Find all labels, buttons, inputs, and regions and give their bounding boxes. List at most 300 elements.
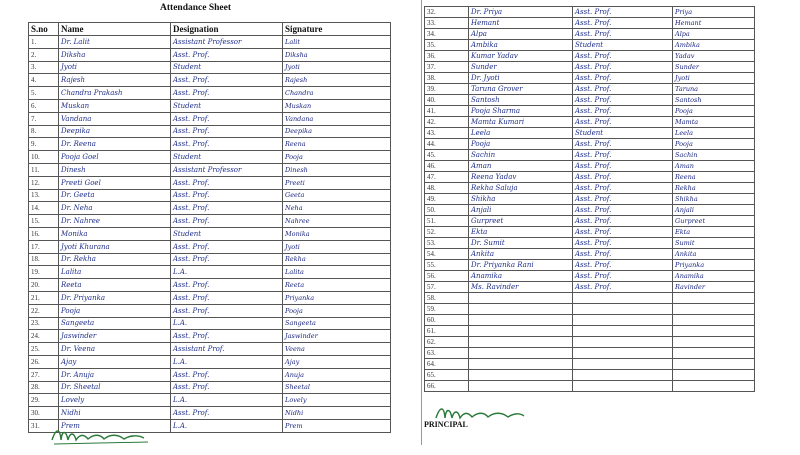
row-name: Sangeeta [59,317,171,330]
row-signature: Lalit [283,36,391,49]
row-name: Aman [469,161,573,172]
row-signature: Lalita [283,266,391,279]
row-designation: Asst. Prof. [171,304,283,317]
header-sno: S.no [29,23,59,36]
row-signature: Pooja [673,106,755,117]
row-sno: 39. [425,84,469,95]
table-row [425,51,755,62]
row-signature: Chandra [283,87,391,100]
row-sno: 11. [29,163,59,176]
row-name: Dr. Reena [59,138,171,151]
row-name: Anjali [469,205,573,216]
row-sno: 28. [29,381,59,394]
row-signature [673,315,755,326]
row-sno: 5. [29,87,59,100]
row-signature: Hemant [673,18,755,29]
row-sno: 31. [29,419,59,432]
table-row [425,216,755,227]
table-row [29,317,391,330]
row-designation: L.A. [171,394,283,407]
row-name: Jyoti Khurana [59,240,171,253]
row-designation: Asst. Prof. [171,407,283,420]
row-signature: Alpa [673,29,755,40]
row-sno: 37. [425,62,469,73]
row-designation: Asst. Prof. [171,112,283,125]
header-designation: Designation [171,23,283,36]
row-name: Dr. Neha [59,202,171,215]
table-row [29,125,391,138]
row-designation: L.A. [171,266,283,279]
row-designation: Asst. Prof. [171,291,283,304]
table-row [29,407,391,420]
row-signature: Sumit [673,238,755,249]
row-designation: Asst. Prof. [573,51,673,62]
row-signature: Muskan [283,99,391,112]
row-designation: Asst. Prof. [573,249,673,260]
row-name: Ekta [469,227,573,238]
row-designation: Asst. Prof. [573,106,673,117]
table-row [29,330,391,343]
row-signature: Jaswinder [283,330,391,343]
row-signature [673,348,755,359]
row-signature: Vandana [283,112,391,125]
row-signature: Shikha [673,194,755,205]
row-sno: 56. [425,271,469,282]
table-row [29,112,391,125]
row-name: Ambika [469,40,573,51]
row-sno: 40. [425,95,469,106]
row-signature: Neha [283,202,391,215]
row-designation: Asst. Prof. [573,260,673,271]
row-sno: 25. [29,343,59,356]
table-row [425,359,755,370]
row-signature: Geeta [283,189,391,202]
row-signature: Ankita [673,249,755,260]
row-name [469,337,573,348]
row-sno: 12. [29,176,59,189]
table-row [425,7,755,18]
table-row [425,95,755,106]
row-name: Lovely [59,394,171,407]
row-sno: 9. [29,138,59,151]
row-designation: Asst. Prof. [573,271,673,282]
row-name: Dr. Lalit [59,36,171,49]
row-sno: 26. [29,355,59,368]
row-sno: 36. [425,51,469,62]
table-row [425,150,755,161]
row-name: Chandra Prakash [59,87,171,100]
table-row [425,282,755,293]
row-sno: 34. [425,29,469,40]
table-row [425,348,755,359]
row-sno: 49. [425,194,469,205]
row-designation: Asst. Prof. [171,74,283,87]
row-sno: 21. [29,291,59,304]
row-sno: 61. [425,326,469,337]
row-name: Pooja Sharma [469,106,573,117]
row-designation: Asst. Prof. [171,176,283,189]
row-signature [673,326,755,337]
table-row [29,394,391,407]
row-name [469,348,573,359]
row-sno: 13. [29,189,59,202]
row-sno: 53. [425,238,469,249]
attendance-rows-right [425,7,755,392]
row-signature: Nahree [283,215,391,228]
row-name: Dr. Priyanka [59,291,171,304]
table-row [425,238,755,249]
row-sno: 44. [425,139,469,150]
row-name: Preeti Goel [59,176,171,189]
row-signature: Yadav [673,51,755,62]
row-designation: Asst. Prof. [573,29,673,40]
table-row [425,337,755,348]
table-row [425,106,755,117]
row-designation: Asst. Prof. [573,194,673,205]
row-name: Ms. Ravinder [469,282,573,293]
row-name: Leela [469,128,573,139]
row-designation: Asst. Prof. [171,253,283,266]
row-sno: 22. [29,304,59,317]
table-row [425,260,755,271]
row-signature: Ravinder [673,282,755,293]
row-designation [573,370,673,381]
row-signature: Rekha [283,253,391,266]
table-row [425,128,755,139]
row-designation: Asst. Prof. [573,150,673,161]
row-designation: Asst. Prof. [573,18,673,29]
row-sno: 19. [29,266,59,279]
row-designation: Asst. Prof. [171,87,283,100]
row-designation: L.A. [171,419,283,432]
table-row [425,73,755,84]
row-designation: Asst. Prof. [573,161,673,172]
row-designation: Asst. Prof. [171,215,283,228]
row-name: Taruna Grover [469,84,573,95]
row-designation: Asst. Prof. [171,138,283,151]
row-signature: Preeti [283,176,391,189]
table-row [29,279,391,292]
table-row [29,227,391,240]
row-sno: 6. [29,99,59,112]
row-name: Mamta Kumari [469,117,573,128]
row-sno: 43. [425,128,469,139]
attendance-table-left [28,22,391,433]
table-row [425,117,755,128]
table-row [29,151,391,164]
row-signature: Priya [673,7,755,18]
row-sno: 23. [29,317,59,330]
table-row [425,183,755,194]
table-row [29,240,391,253]
row-designation [573,315,673,326]
table-row [29,99,391,112]
row-sno: 60. [425,315,469,326]
row-name: Nidhi [59,407,171,420]
row-designation: Asst. Prof. [573,227,673,238]
row-sno: 47. [425,172,469,183]
table-row [29,176,391,189]
row-signature: Sunder [673,62,755,73]
table-row [425,381,755,392]
row-name: Dr. Sumit [469,238,573,249]
row-name: Muskan [59,99,171,112]
row-designation: Asst. Prof. [171,202,283,215]
row-signature: Jyoti [283,61,391,74]
table-row [425,370,755,381]
table-row [29,291,391,304]
row-name: Santosh [469,95,573,106]
row-designation [573,348,673,359]
row-sno: 29. [29,394,59,407]
table-row [425,205,755,216]
row-sno: 63. [425,348,469,359]
table-row [29,368,391,381]
row-sno: 41. [425,106,469,117]
row-sno: 51. [425,216,469,227]
row-signature: Ajay [283,355,391,368]
row-name: Prem [59,419,171,432]
row-signature: Sangeeta [283,317,391,330]
row-name: Dr. Priyanka Rani [469,260,573,271]
table-row [29,202,391,215]
header-signature: Signature [283,23,391,36]
row-signature: Priyanka [283,291,391,304]
row-signature: Diksha [283,48,391,61]
row-signature: Jyoti [673,73,755,84]
row-designation: Student [171,99,283,112]
row-sno: 59. [425,304,469,315]
table-row [29,189,391,202]
row-designation: Asst. Prof. [573,139,673,150]
row-signature: Anamika [673,271,755,282]
table-row [425,40,755,51]
table-row [425,139,755,150]
row-sno: 65. [425,370,469,381]
row-name: Pooja [469,139,573,150]
row-name: Rajesh [59,74,171,87]
principal-label: PRINCIPAL [424,420,468,429]
row-designation: Asst. Prof. [573,62,673,73]
row-sno: 55. [425,260,469,271]
row-sno: 45. [425,150,469,161]
row-sno: 54. [425,249,469,260]
table-row [29,266,391,279]
table-row [425,304,755,315]
row-name: Vandana [59,112,171,125]
row-designation: Assistant Professor [171,36,283,49]
table-row [425,326,755,337]
row-signature: Dinesh [283,163,391,176]
table-row [425,29,755,40]
row-name: Rekha Saluja [469,183,573,194]
row-sno: 58. [425,293,469,304]
row-designation: Asst. Prof. [573,205,673,216]
row-signature [673,304,755,315]
row-designation: Asst. Prof. [573,282,673,293]
row-sno: 4. [29,74,59,87]
row-designation: Student [573,128,673,139]
table-row [29,381,391,394]
table-row [29,138,391,151]
row-signature: Anuja [283,368,391,381]
row-signature: Pooja [673,139,755,150]
row-sno: 3. [29,61,59,74]
row-sno: 20. [29,279,59,292]
row-name: Sunder [469,62,573,73]
row-designation: Asst. Prof. [573,73,673,84]
row-designation: Asst. Prof. [171,240,283,253]
row-sno: 1. [29,36,59,49]
row-designation: Asst. Prof. [573,238,673,249]
row-designation: Asst. Prof. [573,183,673,194]
row-name [469,359,573,370]
row-sno: 52. [425,227,469,238]
row-name: Dr. Rekha [59,253,171,266]
row-sno: 33. [425,18,469,29]
row-name: Dr. Sheetal [59,381,171,394]
row-name: Reeta [59,279,171,292]
row-designation [573,337,673,348]
row-sno: 2. [29,48,59,61]
table-row [425,172,755,183]
row-sno: 35. [425,40,469,51]
row-sno: 64. [425,359,469,370]
table-row [29,36,391,49]
row-signature [673,337,755,348]
row-signature: Prem [283,419,391,432]
table-row [29,74,391,87]
row-designation: Asst. Prof. [573,95,673,106]
row-name: Lalita [59,266,171,279]
attendance-table-right [424,6,755,392]
row-designation: Student [171,151,283,164]
row-designation: Asst. Prof. [171,125,283,138]
row-sno: 16. [29,227,59,240]
row-signature: Pooja [283,151,391,164]
row-signature [673,381,755,392]
row-signature [673,359,755,370]
row-name: Anamika [469,271,573,282]
row-designation: Asst. Prof. [171,189,283,202]
row-sno: 42. [425,117,469,128]
header-name: Name [59,23,171,36]
row-signature [673,293,755,304]
row-name: Dinesh [59,163,171,176]
row-designation [573,359,673,370]
row-designation: Asst. Prof. [171,48,283,61]
table-row [425,161,755,172]
row-name: Dr. Anuja [59,368,171,381]
row-signature: Lovely [283,394,391,407]
row-signature: Deepika [283,125,391,138]
row-name: Ankita [469,249,573,260]
row-signature: Rekha [673,183,755,194]
row-name: Diksha [59,48,171,61]
row-name [469,326,573,337]
row-name [469,304,573,315]
row-name: Kumar Yadav [469,51,573,62]
row-name: Pooja [59,304,171,317]
row-name: Jaswinder [59,330,171,343]
row-designation: Asst. Prof. [171,381,283,394]
row-sno: 48. [425,183,469,194]
table-row [425,249,755,260]
row-sno: 62. [425,337,469,348]
row-name: Hemant [469,18,573,29]
row-designation [573,304,673,315]
row-signature: Reena [673,172,755,183]
row-sno: 38. [425,73,469,84]
attendance-rows-left [29,36,391,433]
row-designation: Asst. Prof. [573,216,673,227]
row-name: Deepika [59,125,171,138]
row-designation [573,381,673,392]
row-designation: Asst. Prof. [573,172,673,183]
row-name: Dr. Priya [469,7,573,18]
row-designation: Assistant Prof. [171,343,283,356]
row-sno: 10. [29,151,59,164]
row-signature: Reeta [283,279,391,292]
row-signature: Pooja [283,304,391,317]
row-designation [573,326,673,337]
row-signature: Rajesh [283,74,391,87]
row-designation: Student [171,227,283,240]
row-signature: Reena [283,138,391,151]
row-signature: Ekta [673,227,755,238]
row-name [469,293,573,304]
table-row [29,253,391,266]
page-divider [421,0,422,445]
row-designation: Asst. Prof. [171,330,283,343]
row-designation: Student [573,40,673,51]
row-name [469,370,573,381]
row-name: Sachin [469,150,573,161]
row-designation: Asst. Prof. [171,368,283,381]
row-signature [673,370,755,381]
row-signature: Mamta [673,117,755,128]
row-sno: 24. [29,330,59,343]
row-signature: Sachin [673,150,755,161]
row-signature: Santosh [673,95,755,106]
table-row [29,48,391,61]
row-designation: L.A. [171,317,283,330]
row-name: Pooja Goel [59,151,171,164]
row-sno: 50. [425,205,469,216]
row-signature: Ambika [673,40,755,51]
row-designation: Asst. Prof. [573,7,673,18]
row-sno: 15. [29,215,59,228]
row-designation: Asst. Prof. [573,117,673,128]
row-name: Dr. Jyoti [469,73,573,84]
row-sno: 17. [29,240,59,253]
row-sno: 32. [425,7,469,18]
row-sno: 8. [29,125,59,138]
row-sno: 18. [29,253,59,266]
row-signature: Sheetal [283,381,391,394]
row-signature: Monika [283,227,391,240]
row-signature: Taruna [673,84,755,95]
row-name: Jyoti [59,61,171,74]
row-name: Ajay [59,355,171,368]
row-sno: 66. [425,381,469,392]
row-signature: Priyanka [673,260,755,271]
handwritten-signature-stamp-left [48,422,158,448]
row-designation: L.A. [171,355,283,368]
row-name: Dr. Geeta [59,189,171,202]
row-name: Alpa [469,29,573,40]
row-name: Reena Yadav [469,172,573,183]
